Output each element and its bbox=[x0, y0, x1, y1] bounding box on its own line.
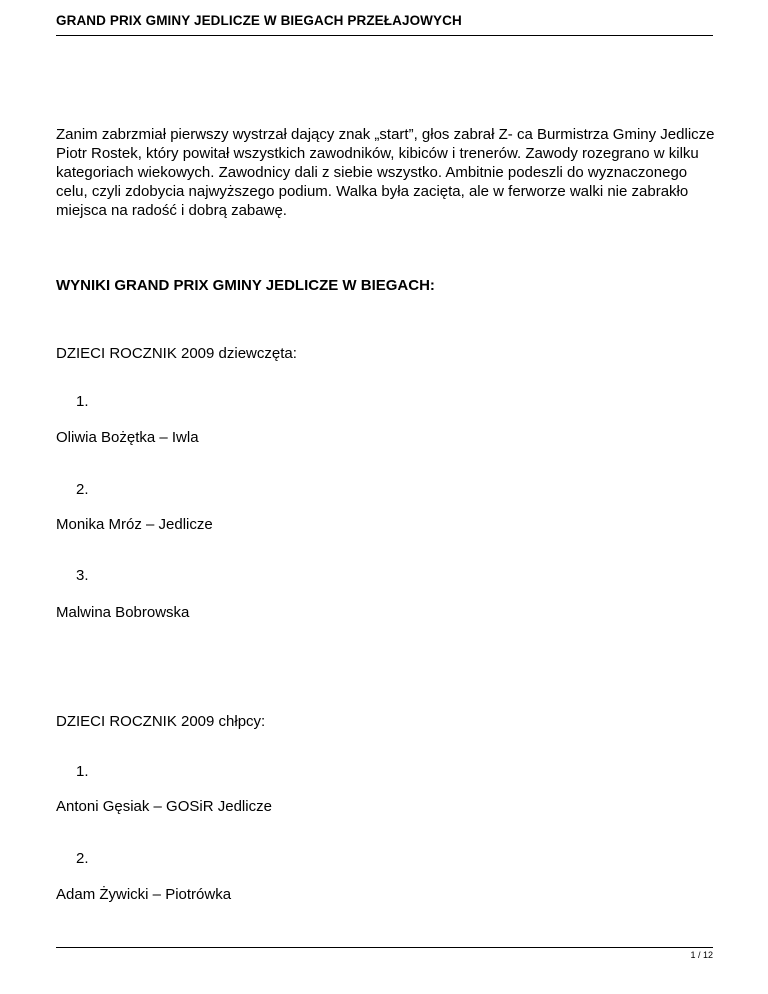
page-number: 1 / 12 bbox=[690, 950, 713, 960]
place-number: 3. bbox=[76, 567, 89, 584]
place-number: 1. bbox=[76, 763, 89, 780]
athlete-name: Malwina Bobrowska bbox=[56, 604, 190, 621]
athlete-name: Monika Mróz – Jedlicze bbox=[56, 516, 213, 533]
intro-paragraph: Zanim zabrzmiał pierwszy wystrzał dający znak „start”, głos zabrał Z- ca Burmistrza Gminy Jedlicze Piotr Rostek, który powitał wszystkich zawodników, kibiców i trenerów. Zawody rozegrano w kilku kategoriach wiekowych. Zawodnicy dali z siebie wszystko. Ambitnie podeszli do wyznaczonego celu, czyli zdobycia najwyższego podium. Walka była zacięta, ale w ferworze walki nie zabrakło miejsca na radość i dobrą zabawę. bbox=[56, 126, 715, 219]
place-number: 1. bbox=[76, 393, 89, 410]
athlete-name: Adam Żywicki – Piotrówka bbox=[56, 886, 232, 903]
place-number: 2. bbox=[76, 481, 89, 498]
page-header bbox=[56, 13, 713, 36]
page-footer bbox=[56, 947, 713, 960]
athlete-name: Oliwia Bożętka – Iwla bbox=[56, 429, 199, 446]
results-heading: WYNIKI GRAND PRIX GMINY JEDLICZE W BIEGACH: bbox=[56, 277, 435, 294]
place-number: 2. bbox=[76, 850, 89, 867]
athlete-name: Antoni Gęsiak – GOSiR Jedlicze bbox=[56, 798, 272, 815]
category-title: DZIECI ROCZNIK 2009 dziewczęta: bbox=[56, 345, 297, 362]
document-title: GRAND PRIX GMINY JEDLICZE W BIEGACH PRZEŁAJOWYCH bbox=[56, 13, 462, 28]
article-body bbox=[56, 125, 716, 220]
category-title: DZIECI ROCZNIK 2009 chłpcy: bbox=[56, 713, 266, 730]
